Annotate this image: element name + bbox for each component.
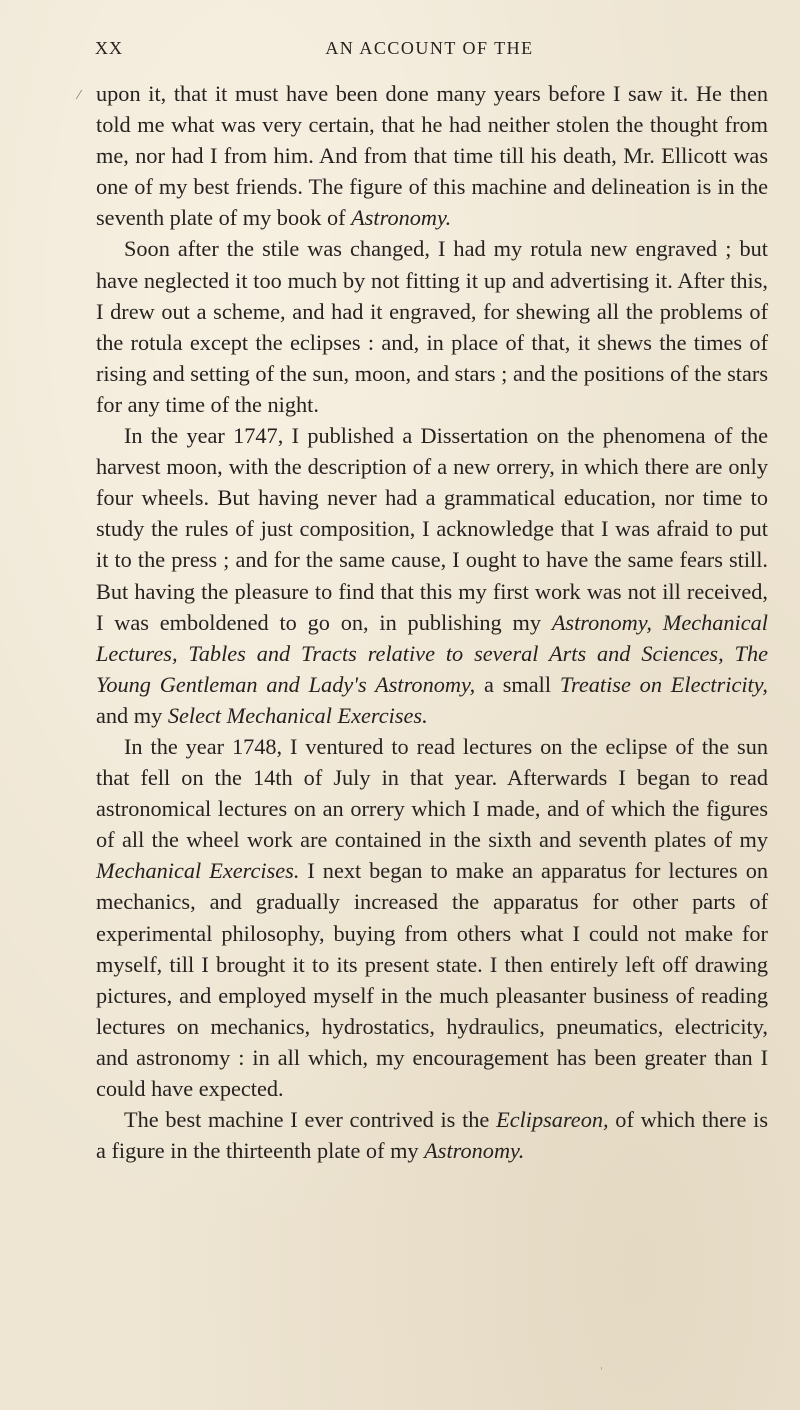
text-run: a small (475, 671, 560, 697)
text-run: The best machine I ever contrived is the (124, 1107, 497, 1133)
text-run: Soon after the stile was changed, I had my rotula new engraved ; but have neglected it too much by not fitting it up and advertising it. After this, I drew out a scheme, and had it engraved, for shewing all the problems of the rotula except the eclipses : and, in place of that, it shews the times of rising and setting of the sun, moon, and stars ; and the positions of the stars for any time of the night. (96, 236, 768, 417)
italic-text: Astronomy. (351, 205, 452, 231)
text-run: In the year 1748, I ventured to read lectures on the eclipse of the sun that fell on the 14th of July in that year. Afterwards I began to read astronomical lectures on an orrery which I made, and of which the figures of all the wheel work are contained in the sixth and seventh plates of my (96, 733, 768, 853)
body-text (96, 78, 768, 1166)
paragraph (96, 1104, 768, 1166)
italic-text: Eclipsareon, (496, 1107, 609, 1133)
italic-text: Treatise on Electricity, (559, 671, 768, 697)
text-run: I next began to make an apparatus for lectures on mechanics, and gradually increased the apparatus for other parts of experimental philosophy, buying from others what I could not make for myself, till I brought it to its present state. I then entirely left off drawing pictures, and employed myself in the much pleasanter business of reading lectures on mechanics, hydrostatics, hydraulics, pneumatics, electricity, and astronomy : in all which, my encouragement has been greater than I could have expected. (96, 858, 768, 1101)
paragraph (96, 731, 768, 1104)
paragraph (96, 420, 768, 731)
margin-mark: ⁄ (78, 88, 81, 102)
text-run: and my (96, 702, 168, 728)
italic-text: Select Mechanical Exercises. (167, 702, 428, 728)
italic-text: Astronomy, Mechanical Lectures, Tables and Tracts relative to several Arts and Sciences, The Young Gentleman and Lady's Astronomy, (96, 609, 768, 697)
page-number: XX (95, 38, 123, 58)
running-title: AN ACCOUNT OF THE (325, 38, 534, 58)
text-run: upon it, that it must have been done many years before I saw it. He then told me what was very certain, that he had neither stolen the thought from me, nor had I from him. And from that time till his death, Mr. Ellicott was one of my best friends. The figure of this machine and delineation is in the seventh plate of my book of (96, 81, 768, 231)
text-run: In the year 1747, I published a Dissertation on the phenomena of the harvest moon, with the description of a new orrery, in which there are only four wheels. But having never had a grammatical education, nor time to study the rules of just composition, I acknowledge that I was afraid to put it to the press ; and for the same cause, I ought to have the same fears still. But having the pleasure to find that this my first work was not ill received, I was emboldened to go on, in publishing my (96, 423, 768, 635)
running-head (95, 38, 764, 68)
paragraph (96, 233, 768, 420)
italic-text: Astronomy. (424, 1138, 525, 1164)
paragraph (96, 78, 768, 233)
italic-text: Mechanical Exercises. (96, 858, 300, 884)
stray-mark: ˌ (600, 1360, 603, 1371)
text-run: of which there is a figure in the thirteenth plate of my (96, 1107, 769, 1164)
